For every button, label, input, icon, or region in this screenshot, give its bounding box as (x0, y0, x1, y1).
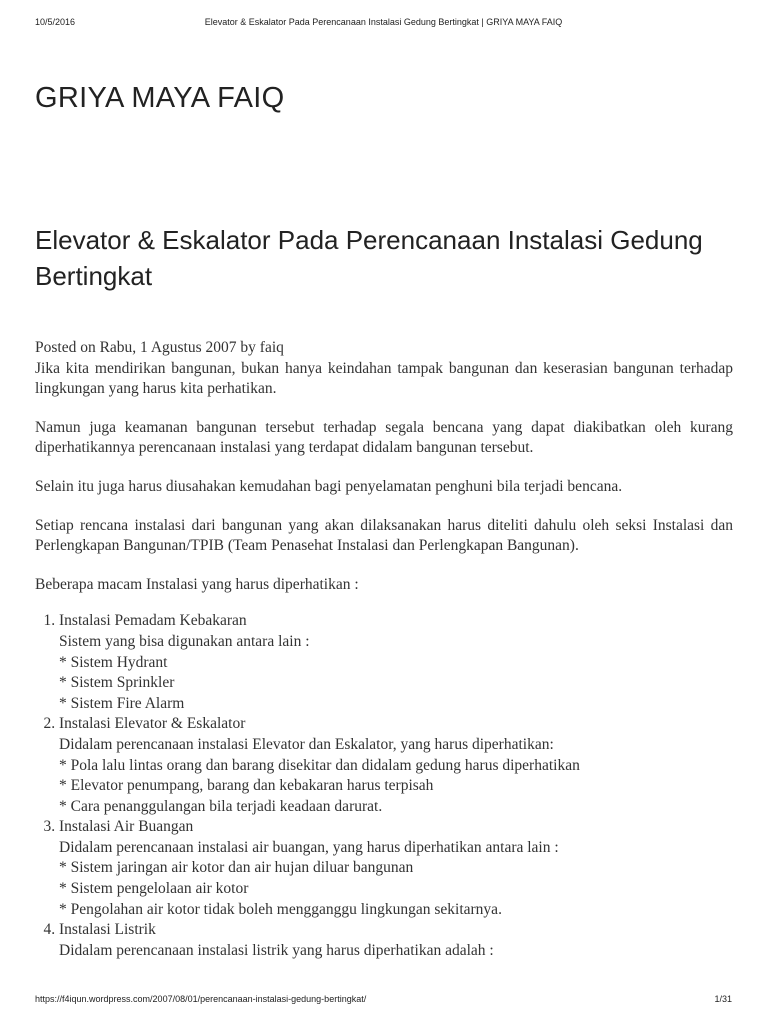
list-item-title: 2. Instalasi Elevator & Eskalator (59, 715, 246, 733)
list-item-line: * Sistem pengelolaan air kotor (59, 880, 249, 898)
page-number: 1/31 (714, 994, 732, 1004)
list-item-line: * Sistem Sprinkler (59, 674, 175, 692)
list-item-line: Didalam perencanaan instalasi listrik yang harus diperhatikan adalah : (59, 941, 494, 959)
site-title[interactable]: GRIYA MAYA FAIQ (35, 82, 285, 114)
print-date: 10/5/2016 (35, 17, 76, 27)
print-footer (35, 994, 732, 1008)
installation-list (35, 611, 733, 961)
list-item-line: * Pola lalu lintas orang dan barang disekitar dan didalam gedung harus diperhatikan (59, 756, 580, 774)
list-item-title: 4. Instalasi Listrik (59, 921, 156, 939)
list-item-title: 1. Instalasi Pemadam Kebakaran (59, 612, 247, 630)
post-title: Elevator & Eskalator Pada Perencanaan Instalasi Gedung Bertingkat (35, 225, 703, 291)
list-item (59, 714, 733, 817)
list-item-line: * Sistem jaringan air kotor dan air hujan diluar bangunan (59, 859, 414, 877)
list-item-line: * Elevator penumpang, barang dan kebakaran harus terpisah (59, 777, 434, 795)
paragraph: Selain itu juga harus diusahakan kemudahan bagi penyelamatan penghuni bila terjadi bencana. (35, 477, 623, 495)
list-item-line: * Cara penanggulangan bila terjadi keadaan darurat. (59, 797, 383, 815)
list-item-line: Didalam perencanaan instalasi air buangan, yang harus diperhatikan antara lain : (59, 838, 559, 856)
post-author-link[interactable]: faiq (259, 339, 284, 356)
post-content (35, 338, 733, 961)
paragraph: Setiap rencana instalasi dari bangunan yang akan dilaksanakan harus diteliti dahulu oleh seksi Instalasi dan Perlengkapan Bangunan/TPIB (Team Penasehat Instalasi dan Perlengkapan Bangunan). (35, 516, 733, 555)
list-item-line: * Sistem Fire Alarm (59, 694, 185, 712)
print-header (35, 17, 732, 31)
list-item-line: Didalam perencanaan instalasi Elevator dan Eskalator, yang harus diperhatikan: (59, 735, 554, 753)
list-item-line: * Pengolahan air kotor tidak boleh mengganggu lingkungan sekitarnya. (59, 900, 502, 918)
list-item-title: 3. Instalasi Air Buangan (59, 818, 194, 836)
paragraph: Namun juga keamanan bangunan tersebut terhadap segala bencana yang dapat diakibatkan oleh kurang diperhatikannya perencanaan instalasi yang terdapat didalam bangunan tersebut. (35, 418, 733, 457)
by-label: by (240, 339, 256, 356)
print-page-title: Elevator & Eskalator Pada Perencanaan Instalasi Gedung Bertingkat | GRIYA MAYA FAIQ (204, 17, 563, 27)
posted-on-label: Posted on (35, 339, 96, 356)
list-item-line: Sistem yang bisa digunakan antara lain : (59, 632, 310, 650)
print-url[interactable]: https://f4iqun.wordpress.com/2007/08/01/perencanaan-instalasi-gedung-bertingkat/ (35, 994, 367, 1004)
list-item (59, 817, 733, 920)
paragraph: Jika kita mendirikan bangunan, bukan hanya keindahan tampak bangunan dan keserasian bangunan terhadap lingkungan yang harus kita perhatikan. (35, 359, 733, 398)
list-item-line: * Sistem Hydrant (59, 653, 168, 671)
list-item (59, 611, 733, 714)
post-meta (35, 338, 733, 359)
post-date-link[interactable]: Rabu, 1 Agustus 2007 (99, 339, 237, 356)
list-item (59, 920, 733, 961)
paragraph: Beberapa macam Instalasi yang harus diperhatikan : (35, 575, 359, 593)
